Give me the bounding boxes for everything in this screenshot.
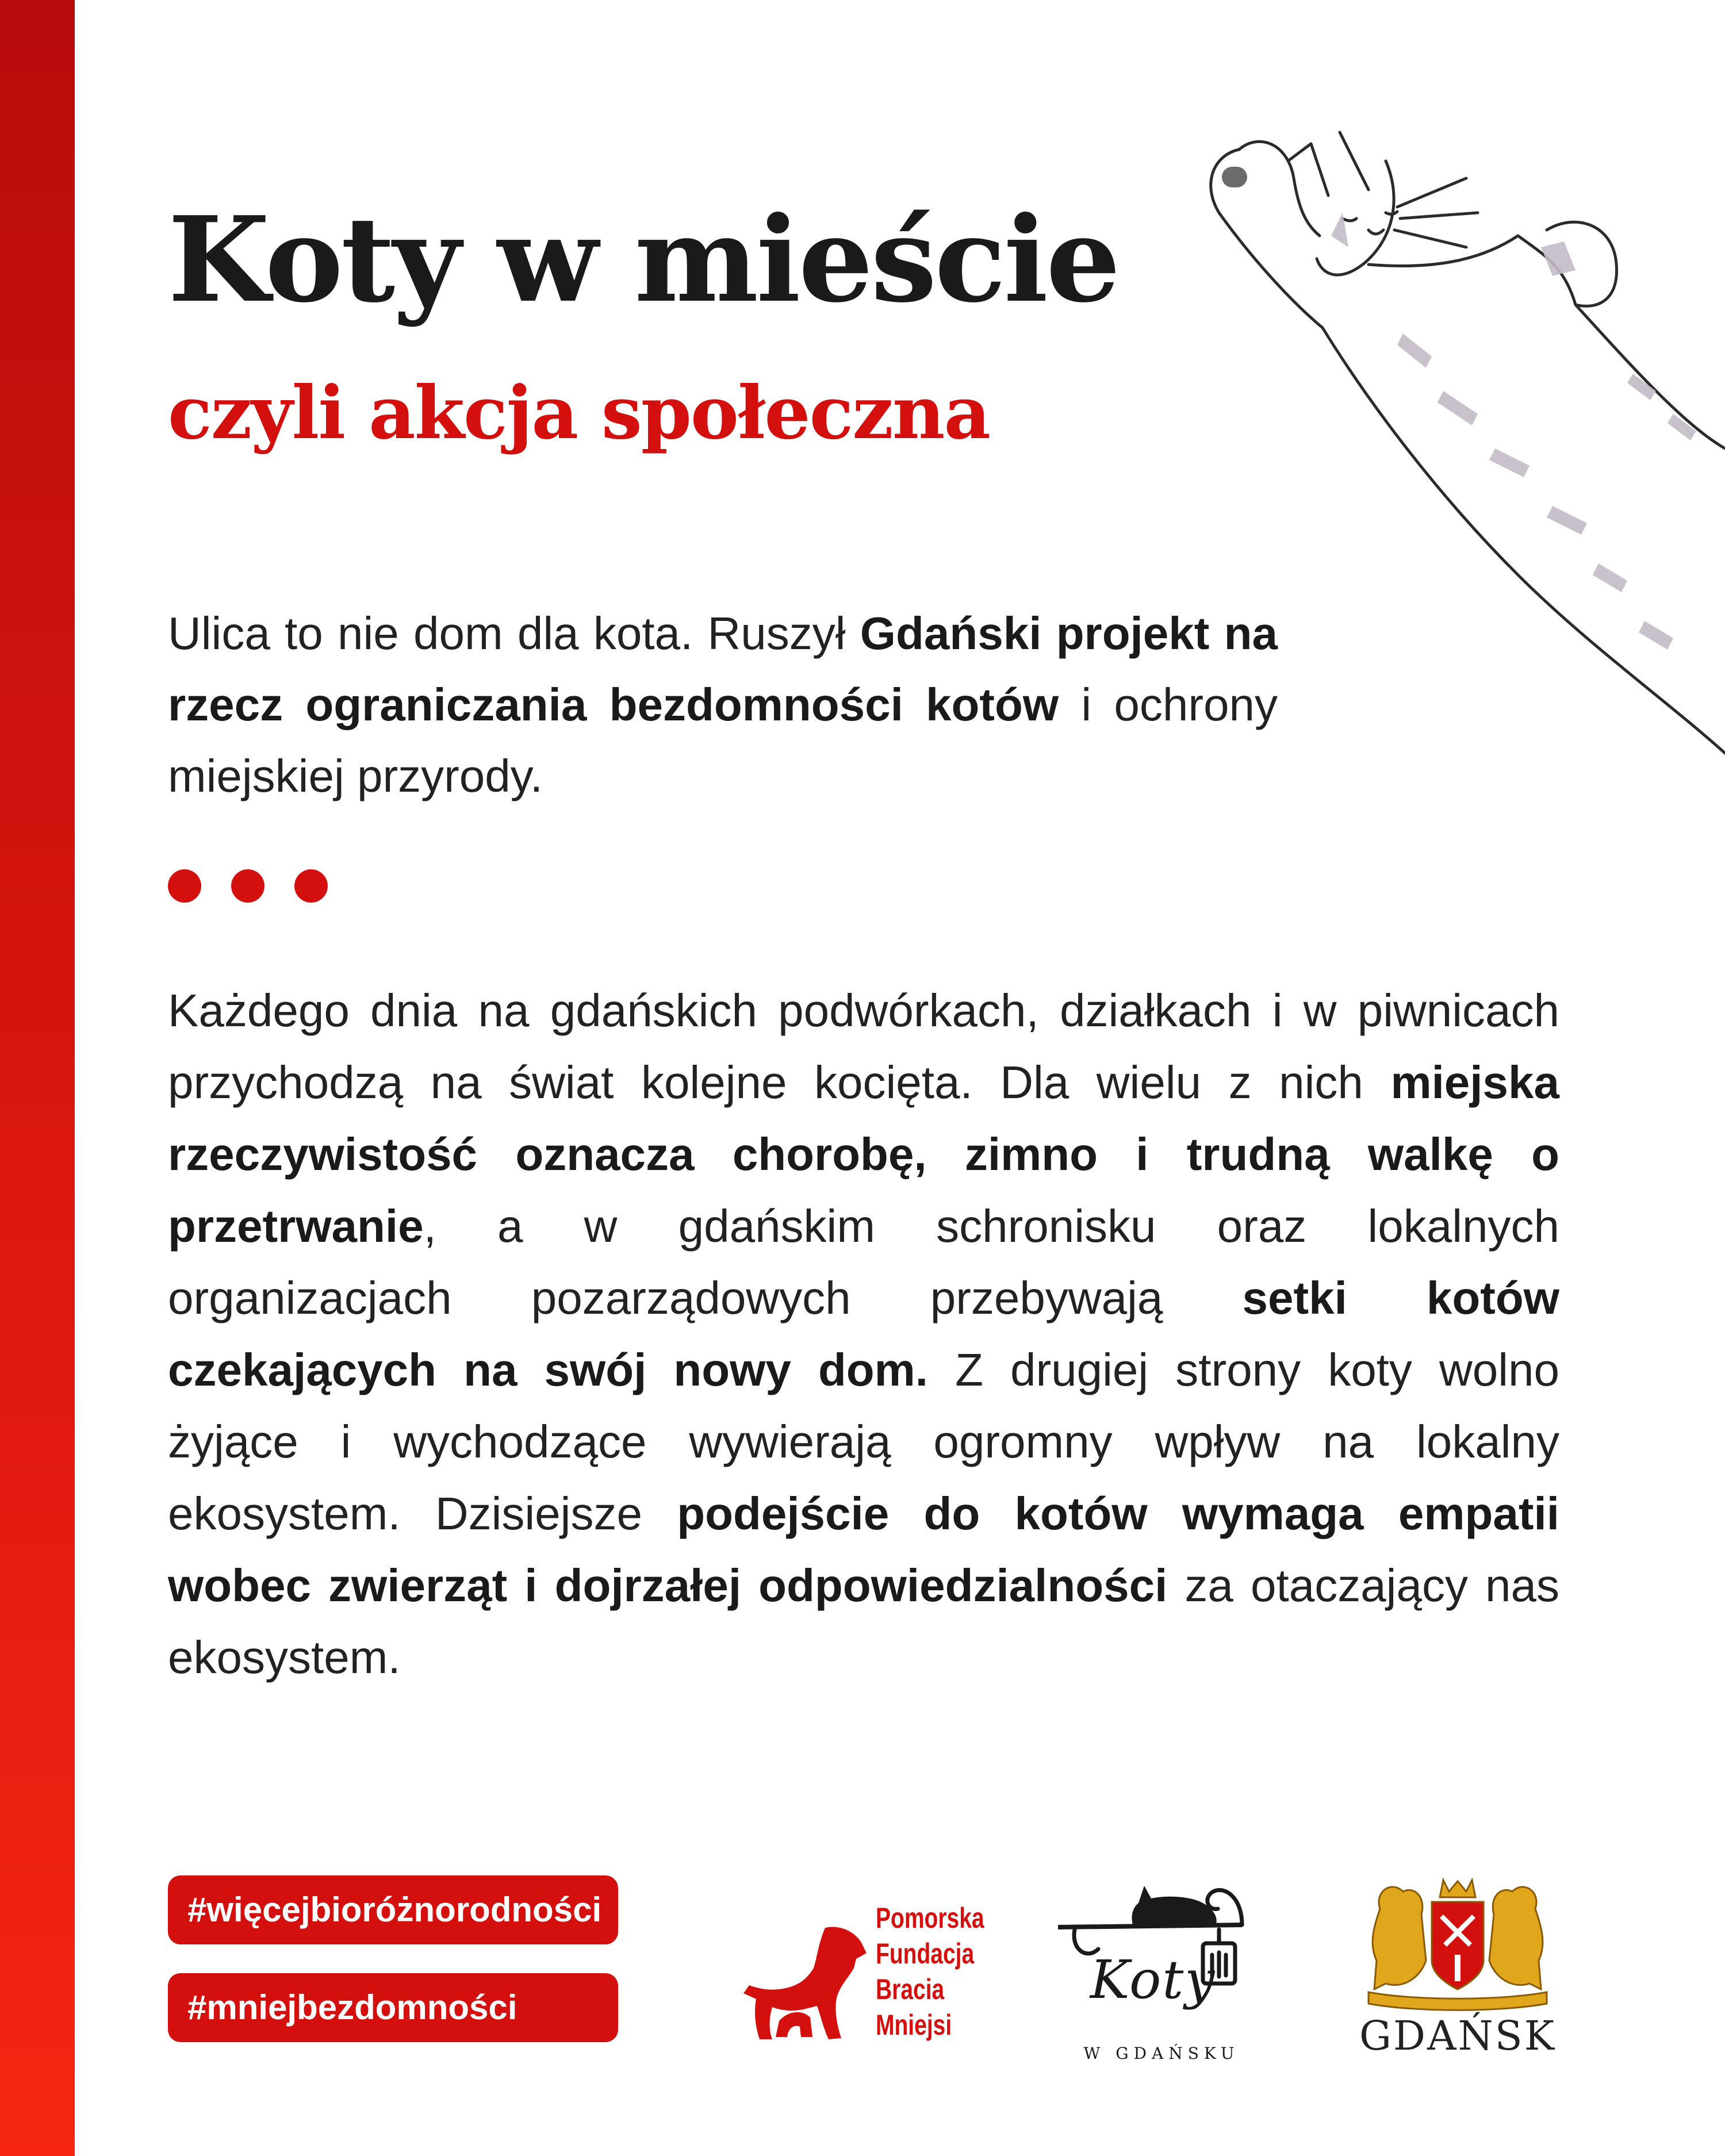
- body-paragraph: [168, 975, 1559, 1693]
- fundacja-line-2: Fundacja: [876, 1938, 975, 1970]
- hashtag-biodiversity[interactable]: #więcejbioróżnorodności: [168, 1875, 618, 1944]
- fundacja-line-4: Mniejsi: [876, 2009, 952, 2041]
- body-text-3: Z drugiej strony koty wolno żyjące i wychodzące wywierają ogromny wpływ na lokalny ekosystem. Dzisiejsze: [168, 1344, 1559, 1539]
- koty-caption: W GDAŃSKU: [1083, 2044, 1240, 2063]
- intro-bold-1: Gdański projekt na rzecz ograniczania bezdomności kotów: [168, 608, 1278, 730]
- dot-1: [168, 869, 201, 903]
- hashtag-homelessness[interactable]: #mniejbezdomności: [168, 1973, 618, 2042]
- gdansk-wordmark: GDAŃSK: [1359, 2012, 1557, 2059]
- fundacja-line-3: Bracia: [876, 1973, 945, 2005]
- body-text-1: Każdego dnia na gdańskich podwórkach, działkach i w piwnicach przychodzą na świat kolejne kocięta. Dla wielu z nich: [168, 985, 1559, 1108]
- page-title: Koty w mieście: [168, 191, 1118, 329]
- page-subtitle: czyli akcja społeczna: [168, 370, 990, 455]
- gdansk-logo: [1357, 1874, 1558, 2064]
- fundacja-line-1: Pomorska: [876, 1902, 984, 1934]
- intro-paragraph: [168, 598, 1278, 812]
- fundacja-name: [876, 1900, 983, 2043]
- body-bold-1: miejska rzeczywistość oznacza chorobę, zimno i trudną walkę o przetrwanie: [168, 1057, 1559, 1252]
- koty-w-gdansku-logo: [1052, 1863, 1276, 2076]
- intro-text-2: i ochrony miejskiej przyrody.: [168, 679, 1278, 801]
- body-bold-2: setki kotów czekających na swój nowy dom.: [168, 1272, 1559, 1395]
- intro-text-1: Ulica to nie dom dla kota. Ruszył: [168, 608, 860, 659]
- fundacja-logo: [739, 1900, 1015, 2055]
- side-accent-bar: [0, 0, 75, 2156]
- dot-3: [294, 869, 328, 903]
- dog-logo-icon: [739, 1923, 871, 2044]
- koty-script: Koty: [1090, 1949, 1216, 2011]
- body-text-4: za otaczający nas ekosystem.: [168, 1560, 1560, 1683]
- dot-2: [231, 869, 264, 903]
- body-bold-3: podejście do kotów wymaga empatii wobec zwierząt i dojrzałej odpowiedzialności: [168, 1488, 1559, 1611]
- gdansk-coat-of-arms-icon: [1357, 1874, 1558, 2012]
- body-text-2: , a w gdańskim schronisku oraz lokalnych organizacjach pozarządowych przebywają: [168, 1200, 1559, 1323]
- separator-dots: [168, 869, 328, 903]
